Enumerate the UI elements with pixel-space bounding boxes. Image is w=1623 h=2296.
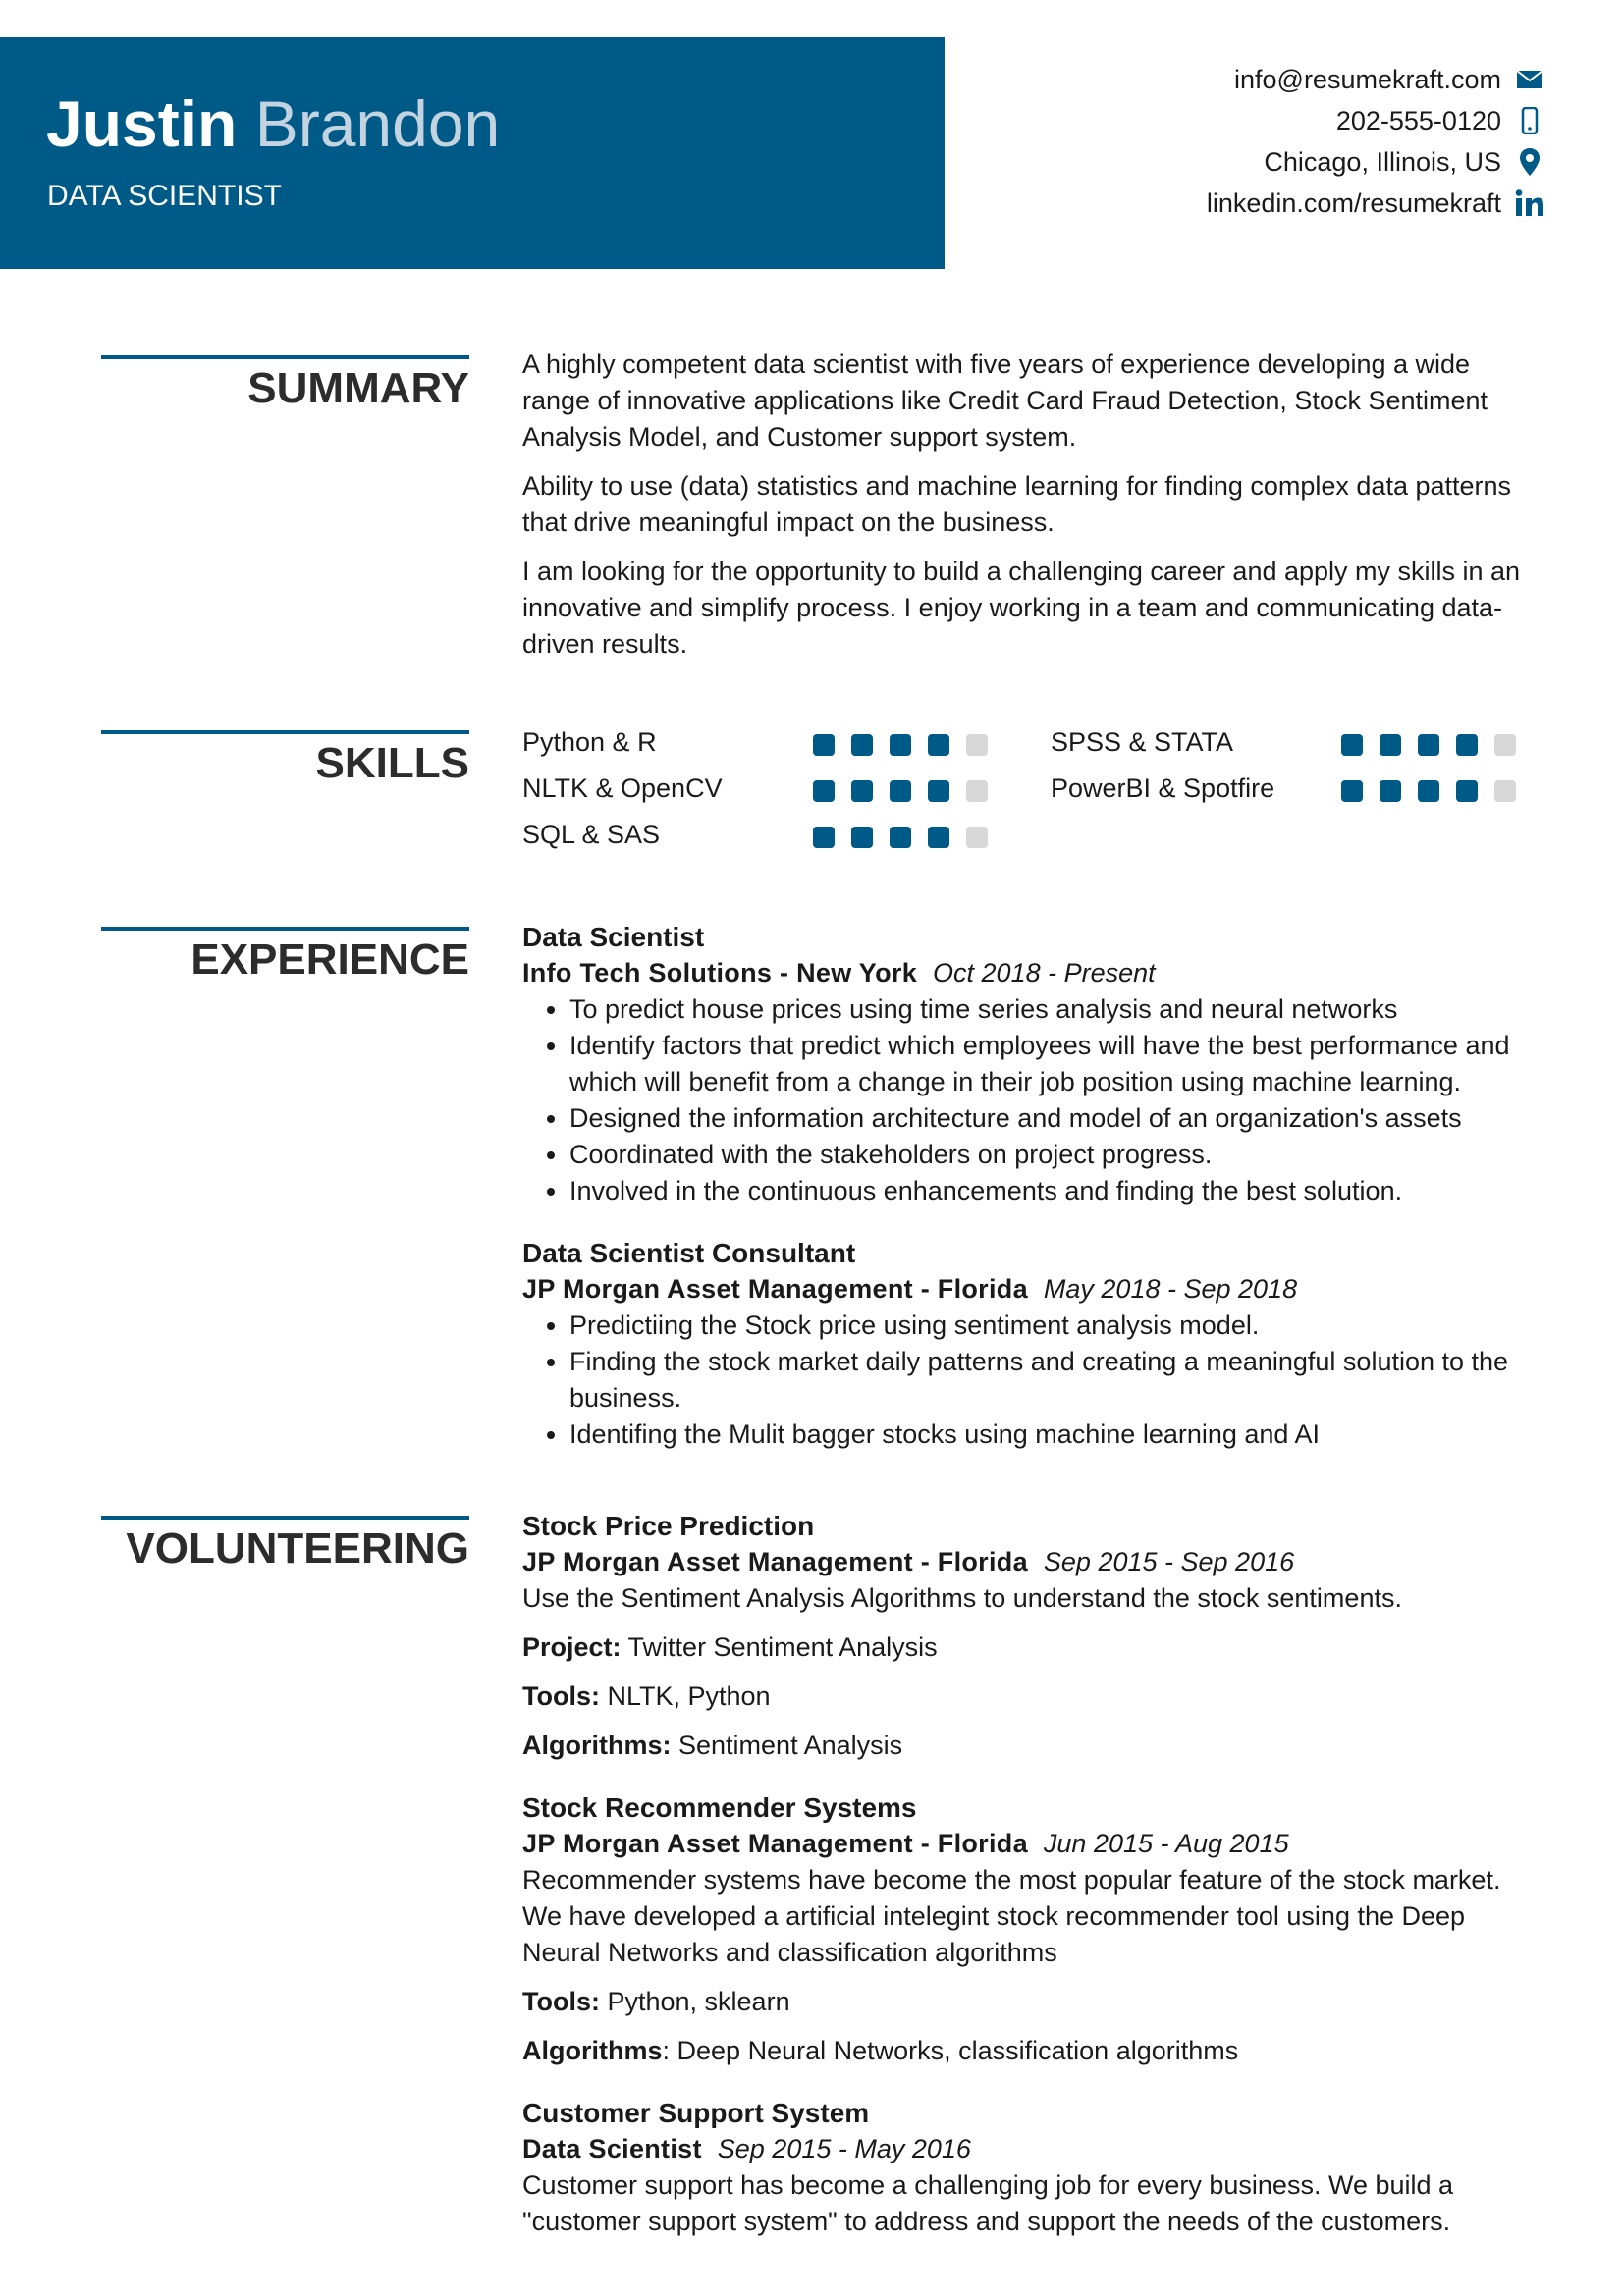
rating-square-filled: [1418, 780, 1439, 802]
skills-content: [522, 722, 1543, 860]
skill-rating: [1341, 780, 1516, 802]
experience-entry: [522, 1235, 1543, 1453]
detail-value: : Deep Neural Networks, classification algorithms: [662, 2036, 1239, 2065]
location-pin-icon: [1515, 147, 1544, 177]
skill-item: [522, 769, 994, 808]
rating-square-filled: [1418, 734, 1439, 756]
skills-heading-block: [101, 730, 469, 787]
rating-square-filled: [851, 780, 873, 802]
job-bullets: [522, 1308, 1543, 1453]
detail-value: Sentiment Analysis: [671, 1731, 903, 1760]
detail-label: Algorithms: [522, 2036, 663, 2065]
job-bullet: • Identify factors that predict which employees will have the best performance and which will benefit from a change in their job position using machine learning.: [569, 1028, 1543, 1100]
rating-square-filled: [890, 780, 911, 802]
rating-square-empty: [1494, 780, 1516, 802]
rating-square-filled: [1341, 780, 1363, 802]
project-company: Data Scientist: [522, 2134, 702, 2163]
detail-label: Tools:: [522, 1987, 600, 2016]
job-bullet: • Predictiing the Stock price using sentiment analysis model.: [569, 1308, 1543, 1344]
job-title: DATA SCIENTIST: [47, 180, 282, 212]
project-meta: [522, 1826, 1543, 1862]
skill-item: [522, 815, 994, 854]
project-dates: Sep 2015 - Sep 2016: [1043, 1547, 1295, 1576]
contact-linkedin-text: linkedin.com/resumekraft: [1206, 187, 1501, 218]
project-description: Use the Sentiment Analysis Algorithms to understand the stock sentiments.: [522, 1583, 1402, 1613]
envelope-icon: [1515, 65, 1544, 94]
skill-label: Python & R: [522, 727, 657, 757]
rating-square-empty: [966, 780, 988, 802]
contact-linkedin[interactable]: [1054, 183, 1544, 224]
candidate-name: [46, 87, 501, 160]
first-name: Justin: [46, 87, 238, 160]
job-bullet: • Coordinated with the stakeholders on project progress.: [569, 1137, 1543, 1173]
job-role: Data Scientist: [522, 922, 705, 952]
project-description: Recommender systems have become the most popular feature of the stock market. We have developed a artificial intelegint stock recommender tool using the Deep Neural Networks and classification algorithms: [522, 1865, 1501, 1967]
rating-square-empty: [966, 827, 988, 848]
project-detail: [522, 1984, 1543, 2020]
rating-square-filled: [1456, 780, 1478, 802]
rating-square-filled: [928, 734, 949, 756]
skills-heading: SKILLS: [315, 739, 469, 787]
job-bullets: [522, 991, 1543, 1209]
job-bullet: • Identifing the Mulit bagger stocks using machine learning and AI: [569, 1416, 1543, 1453]
rating-square-filled: [1341, 734, 1363, 756]
contact-location-text: Chicago, Illinois, US: [1264, 146, 1501, 177]
contact-phone[interactable]: [1054, 100, 1544, 141]
rating-square-empty: [966, 734, 988, 756]
job-bullet: • Involved in the continuous enhancements and finding the best solution.: [569, 1173, 1543, 1209]
skill-rating: [813, 827, 988, 848]
summary-paragraph: Ability to use (data) statistics and machine learning for finding complex data patterns that drive meaningful impact on the business.: [522, 471, 1512, 537]
summary-paragraph: A highly competent data scientist with five years of experience developing a wide range of innovative applications like Credit Card Fraud Detection, Stock Sentiment Analysis Model, and Customer support system.: [522, 349, 1488, 452]
rating-square-filled: [1380, 780, 1401, 802]
summary-heading-block: [101, 355, 469, 412]
project-dates: Sep 2015 - May 2016: [717, 2134, 971, 2163]
project-title: Stock Price Prediction: [522, 1511, 815, 1541]
summary-heading: SUMMARY: [247, 364, 469, 412]
experience-content: [522, 919, 1543, 1470]
rating-square-filled: [1456, 734, 1478, 756]
contact-list: [1054, 59, 1544, 224]
skill-label: PowerBI & Spotfire: [1051, 774, 1275, 803]
volunteering-content: [522, 1508, 1543, 2258]
contact-email[interactable]: [1054, 59, 1544, 100]
detail-label: Tools:: [522, 1682, 600, 1711]
job-meta: [522, 955, 1543, 991]
job-bullet: • Finding the stock market daily patterns and creating a meaningful solution to the business.: [569, 1344, 1543, 1416]
rating-square-empty: [1494, 734, 1516, 756]
phone-icon: [1515, 106, 1544, 135]
project-detail: [522, 1629, 1543, 1666]
skill-item: [1051, 722, 1522, 762]
contact-email-text: info@resumekraft.com: [1234, 64, 1501, 94]
skill-rating: [813, 780, 988, 802]
skill-label: SQL & SAS: [522, 820, 661, 849]
rating-square-filled: [890, 827, 911, 848]
project-dates: Jun 2015 - Aug 2015: [1043, 1829, 1289, 1858]
rating-square-filled: [813, 780, 835, 802]
skills-grid: [522, 722, 1543, 860]
project-title: Stock Recommender Systems: [522, 1792, 917, 1823]
detail-label: Algorithms:: [522, 1731, 672, 1760]
contact-location: [1054, 141, 1544, 183]
job-dates: Oct 2018 - Present: [933, 958, 1156, 988]
volunteer-entry: [522, 2095, 1543, 2240]
rating-square-filled: [851, 827, 873, 848]
project-detail: [522, 1728, 1543, 1764]
project-description: Customer support has become a challenging job for every business. We build a "customer support system" to address and support the needs of the customers.: [522, 2170, 1454, 2236]
project-meta: [522, 2131, 1543, 2167]
contact-phone-text: 202-555-0120: [1335, 105, 1501, 135]
volunteering-heading: VOLUNTEERING: [126, 1524, 469, 1573]
rating-square-filled: [851, 734, 873, 756]
volunteering-heading-block: [101, 1516, 469, 1573]
experience-heading: EXPERIENCE: [190, 935, 469, 984]
job-meta: [522, 1271, 1543, 1308]
project-title: Customer Support System: [522, 2098, 870, 2128]
rating-square-filled: [1380, 734, 1401, 756]
job-bullet: • Designed the information architecture and model of an organization's assets: [569, 1100, 1543, 1137]
project-meta: [522, 1544, 1543, 1580]
detail-value: NLTK, Python: [599, 1682, 771, 1711]
job-dates: May 2018 - Sep 2018: [1043, 1274, 1298, 1304]
rating-square-filled: [928, 780, 949, 802]
volunteer-entry: [522, 1789, 1543, 2069]
project-detail: [522, 2033, 1543, 2069]
project-detail: [522, 1679, 1543, 1715]
rating-square-filled: [928, 827, 949, 848]
rating-square-filled: [890, 734, 911, 756]
linkedin-icon: [1515, 188, 1544, 218]
job-bullet: • To predict house prices using time series analysis and neural networks: [569, 991, 1543, 1028]
rating-square-filled: [813, 734, 835, 756]
summary-paragraph: I am looking for the opportunity to build a challenging career and apply my skills in an innovative and simplify process. I enjoy working in a team and communicating data-driven results.: [522, 557, 1521, 659]
skill-item: [1051, 769, 1522, 808]
summary-content: [522, 347, 1543, 675]
skill-label: SPSS & STATA: [1051, 727, 1234, 757]
project-company: JP Morgan Asset Management - Florida: [522, 1829, 1028, 1858]
skill-item: [522, 722, 994, 762]
job-company: Info Tech Solutions - New York: [522, 958, 918, 988]
job-company: JP Morgan Asset Management - Florida: [522, 1274, 1028, 1304]
experience-entry: [522, 919, 1543, 1209]
rating-square-filled: [813, 827, 835, 848]
volunteer-entry: [522, 1508, 1543, 1764]
project-company: JP Morgan Asset Management - Florida: [522, 1547, 1028, 1576]
skill-rating: [1341, 734, 1516, 756]
experience-heading-block: [101, 927, 469, 984]
detail-value: Twitter Sentiment Analysis: [621, 1632, 938, 1662]
skill-label: NLTK & OpenCV: [522, 774, 723, 803]
detail-label: Project:: [522, 1632, 622, 1662]
job-role: Data Scientist Consultant: [522, 1238, 856, 1268]
skill-rating: [813, 734, 988, 756]
detail-value: Python, sklearn: [599, 1987, 790, 2016]
last-name: Brandon: [254, 87, 501, 160]
